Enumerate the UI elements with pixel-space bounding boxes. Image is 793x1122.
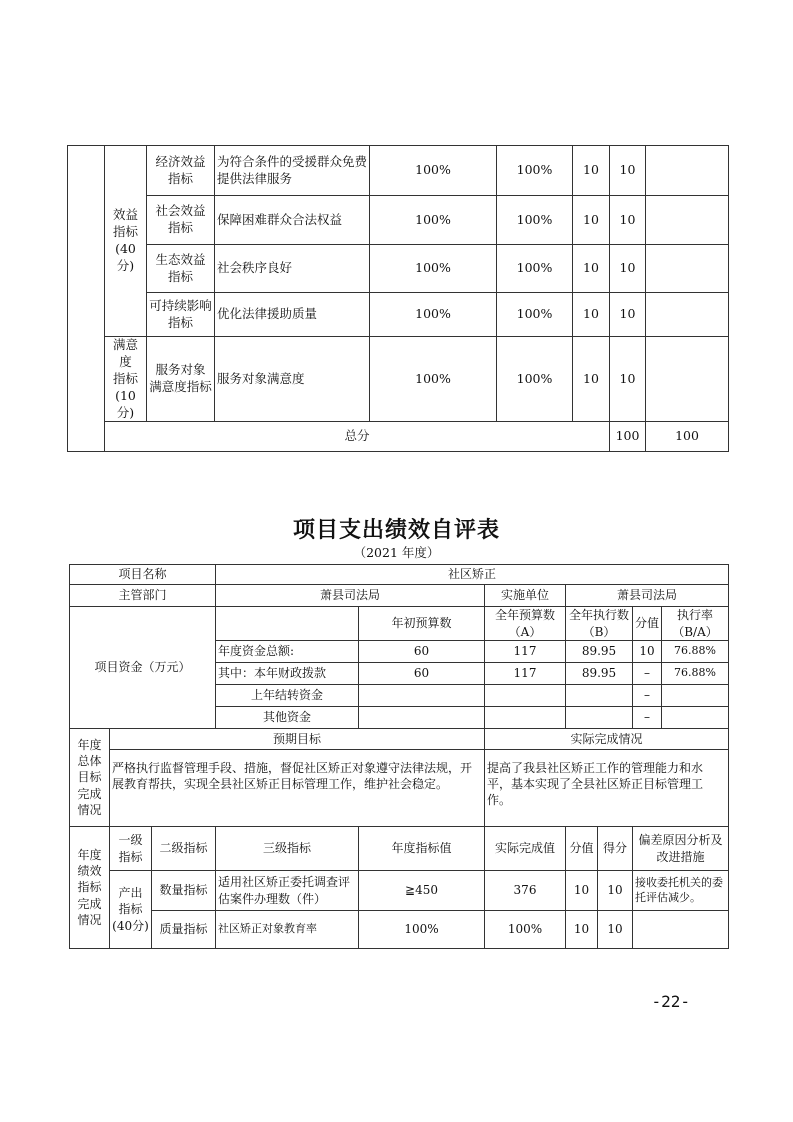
remark-cell bbox=[646, 337, 729, 422]
funds-annual: 117 bbox=[485, 663, 566, 685]
indicator-cell: 为符合条件的受援群众免费提供法律服务 bbox=[215, 146, 370, 196]
funds-init: 60 bbox=[359, 641, 485, 663]
actual-cell: 100% bbox=[497, 196, 573, 245]
actual-cell: 100% bbox=[497, 245, 573, 293]
perf-header-actual: 实际完成值 bbox=[485, 827, 566, 871]
remark-cell bbox=[646, 146, 729, 196]
expected-target-header: 预期目标 bbox=[110, 729, 485, 750]
indicator-cell: 社会秩序良好 bbox=[215, 245, 370, 293]
actual-cell: 100% bbox=[497, 146, 573, 196]
funds-row-name: 其中：本年财政拨款 bbox=[216, 663, 359, 685]
funds-max: 10 bbox=[633, 641, 662, 663]
funds-header: 执行率 （B/A） bbox=[662, 607, 729, 641]
perf-reason bbox=[633, 911, 729, 949]
indicator-cell: 服务对象满意度 bbox=[215, 337, 370, 422]
total-max: 100 bbox=[610, 422, 646, 452]
output-indicator-label: 产出 指标 (40分) bbox=[110, 871, 152, 949]
funds-annual bbox=[485, 685, 566, 707]
funds-exec: 89.95 bbox=[566, 641, 633, 663]
perf-score: 10 bbox=[598, 871, 633, 911]
funds-max: – bbox=[633, 663, 662, 685]
funds-exec bbox=[566, 707, 633, 729]
subcategory-cell: 生态效益 指标 bbox=[147, 245, 215, 293]
perf-header-target: 年度指标值 bbox=[359, 827, 485, 871]
perf-header-score: 得分 bbox=[598, 827, 633, 871]
actual-cell: 100% bbox=[497, 293, 573, 337]
perf-max: 10 bbox=[566, 911, 598, 949]
indicator-cell: 保障困难群众合法权益 bbox=[215, 196, 370, 245]
actual-cell: 100% bbox=[497, 337, 573, 422]
perf-l2: 数量指标 bbox=[152, 871, 216, 911]
funds-init bbox=[359, 685, 485, 707]
indicator-cell: 优化法律援助质量 bbox=[215, 293, 370, 337]
funds-header-blank bbox=[216, 607, 359, 641]
funds-rate: 76.88% bbox=[662, 663, 729, 685]
remark-cell bbox=[646, 196, 729, 245]
perf-l3: 社区矫正对象教育率 bbox=[216, 911, 359, 949]
funds-init bbox=[359, 707, 485, 729]
performance-label: 年度 绩效 指标 完成 情况 bbox=[70, 827, 110, 949]
score-cell: 10 bbox=[610, 245, 646, 293]
score-max-cell: 10 bbox=[573, 293, 610, 337]
funds-header: 全年执行数 （B） bbox=[566, 607, 633, 641]
score-max-cell: 10 bbox=[573, 337, 610, 422]
funds-annual: 117 bbox=[485, 641, 566, 663]
subcategory-cell: 可持续影响 指标 bbox=[147, 293, 215, 337]
target-cell: 100% bbox=[370, 146, 497, 196]
perf-target: 100% bbox=[359, 911, 485, 949]
project-name-label: 项目名称 bbox=[70, 565, 216, 585]
target-cell: 100% bbox=[370, 293, 497, 337]
funds-init: 60 bbox=[359, 663, 485, 685]
funds-rate: 76.88% bbox=[662, 641, 729, 663]
score-cell: 10 bbox=[610, 196, 646, 245]
subcategory-cell: 经济效益 指标 bbox=[147, 146, 215, 196]
perf-l3: 适用社区矫正委托调查评估案件办理数（件） bbox=[216, 871, 359, 911]
funds-rate bbox=[662, 707, 729, 729]
score-max-cell: 10 bbox=[573, 196, 610, 245]
score-cell: 10 bbox=[610, 337, 646, 422]
subcategory-cell: 服务对象 满意度指标 bbox=[147, 337, 215, 422]
funds-header: 年初预算数 bbox=[359, 607, 485, 641]
funds-rate bbox=[662, 685, 729, 707]
perf-header-l1: 一级 指标 bbox=[110, 827, 152, 871]
funds-max: – bbox=[633, 707, 662, 729]
score-cell: 10 bbox=[610, 293, 646, 337]
funds-max: – bbox=[633, 685, 662, 707]
perf-header-l2: 二级指标 bbox=[152, 827, 216, 871]
implementer-label: 实施单位 bbox=[485, 585, 566, 607]
remark-cell bbox=[646, 293, 729, 337]
total-label: 总分 bbox=[105, 422, 610, 452]
funds-exec: 89.95 bbox=[566, 663, 633, 685]
score-max-cell: 10 bbox=[573, 245, 610, 293]
perf-l2: 质量指标 bbox=[152, 911, 216, 949]
project-name-value: 社区矫正 bbox=[216, 565, 729, 585]
perf-reason: 接收委托机关的委托评估减少。 bbox=[633, 871, 729, 911]
subcategory-cell: 社会效益 指标 bbox=[147, 196, 215, 245]
funds-row-name: 上年结转资金 bbox=[216, 685, 359, 707]
perf-header-reason: 偏差原因分析及改进措施 bbox=[633, 827, 729, 871]
perf-actual: 376 bbox=[485, 871, 566, 911]
expected-target-text: 严格执行监督管理手段、措施，督促社区矫正对象遵守法律法规，开展教育帮扶，实现全县社区矫正目标管理工作，维护社会稳定。 bbox=[110, 750, 485, 827]
score-max-cell: 10 bbox=[573, 146, 610, 196]
target-cell: 100% bbox=[370, 196, 497, 245]
perf-actual: 100% bbox=[485, 911, 566, 949]
funds-exec bbox=[566, 685, 633, 707]
department-value: 萧县司法局 bbox=[216, 585, 485, 607]
continuation-table bbox=[67, 145, 729, 452]
document-title: 项目支出绩效自评表 bbox=[292, 517, 500, 543]
self-evaluation-table bbox=[69, 564, 729, 949]
blank-first-column bbox=[68, 146, 105, 452]
overall-label: 年度 总体 目标 完成 情况 bbox=[70, 729, 110, 827]
funds-row-name: 其他资金 bbox=[216, 707, 359, 729]
document-year: （2021 年度） bbox=[353, 545, 440, 560]
funds-header: 分值 bbox=[633, 607, 662, 641]
perf-header-l3: 三级指标 bbox=[216, 827, 359, 871]
implementer-value: 萧县司法局 bbox=[566, 585, 729, 607]
perf-header-max: 分值 bbox=[566, 827, 598, 871]
perf-score: 10 bbox=[598, 911, 633, 949]
target-cell: 100% bbox=[370, 245, 497, 293]
perf-target: ≧450 bbox=[359, 871, 485, 911]
total-score: 100 bbox=[646, 422, 729, 452]
funds-annual bbox=[485, 707, 566, 729]
satisfaction-category: 满意度 指标 (10分) bbox=[105, 337, 147, 422]
perf-max: 10 bbox=[566, 871, 598, 911]
funds-header: 全年预算数 （A） bbox=[485, 607, 566, 641]
funds-label: 项目资金（万元） bbox=[70, 607, 216, 729]
actual-completion-text: 提高了我县社区矫正工作的管理能力和水平，基本实现了全县社区矫正目标管理工作。 bbox=[485, 750, 729, 827]
target-cell: 100% bbox=[370, 337, 497, 422]
actual-completion-header: 实际完成情况 bbox=[485, 729, 729, 750]
benefit-category: 效益 指标 (40分) bbox=[105, 146, 147, 337]
page-number: -22- bbox=[651, 992, 690, 1011]
remark-cell bbox=[646, 245, 729, 293]
department-label: 主管部门 bbox=[70, 585, 216, 607]
score-cell: 10 bbox=[610, 146, 646, 196]
funds-row-name: 年度资金总额: bbox=[216, 641, 359, 663]
